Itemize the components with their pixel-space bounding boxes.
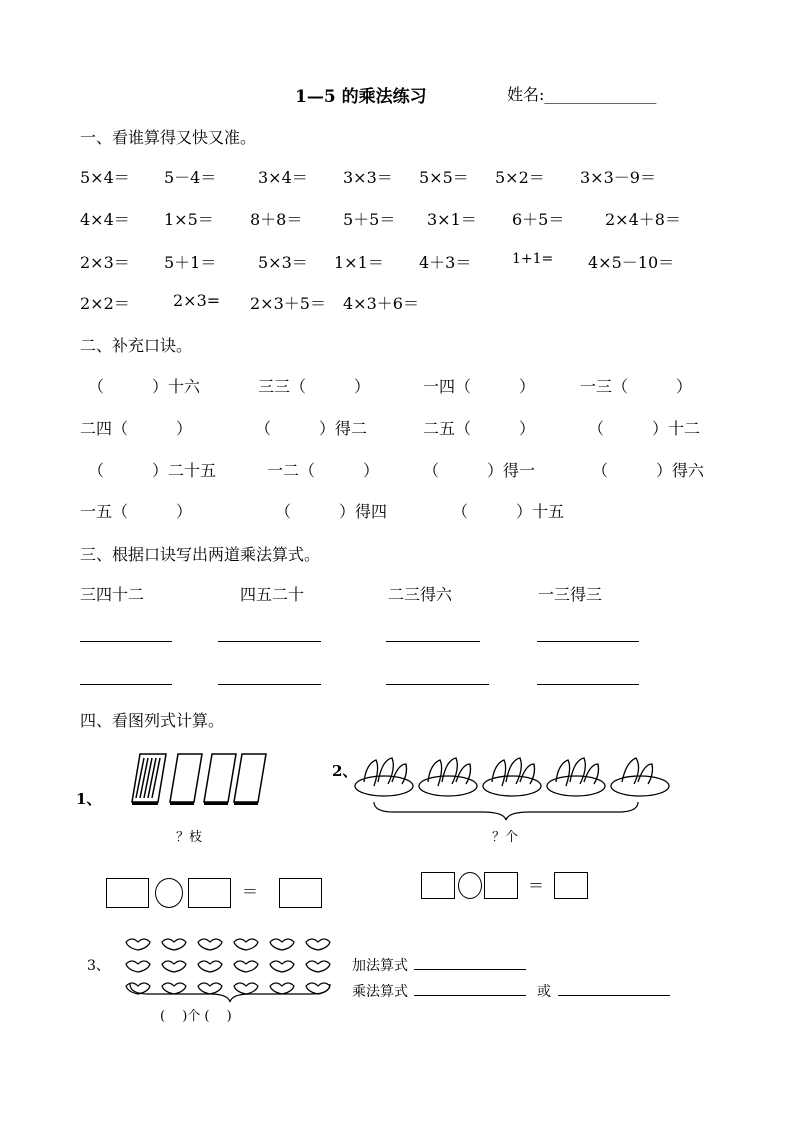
- calc-item: 2×2＝: [80, 294, 130, 313]
- calc-item: 5－4＝: [164, 168, 217, 187]
- equals-sign: ＝: [242, 882, 259, 901]
- rhyme-blank-item: （ ）得四: [275, 502, 388, 521]
- calc-item: 5×5＝: [419, 168, 469, 187]
- calc-item: 2×3=: [173, 291, 221, 310]
- calc-item: 5×2＝: [495, 168, 545, 187]
- rhyme-blank-item: 一三（ ）: [580, 377, 693, 396]
- rhyme-blank-item: （ ）得六: [592, 461, 705, 480]
- rhyme-blank-item: （ ）得一: [423, 461, 536, 480]
- calc-item: 4×3＋6＝: [343, 294, 419, 313]
- answer-box[interactable]: [279, 878, 322, 908]
- answer-box[interactable]: [484, 872, 518, 899]
- calc-item: 3×3－9＝: [580, 168, 656, 187]
- calc-item: 5×3＝: [258, 253, 308, 272]
- question-1-label: 1、: [76, 790, 102, 808]
- operator-circle[interactable]: [458, 872, 482, 899]
- calc-item: 1×5＝: [164, 210, 214, 229]
- answer-box[interactable]: [188, 878, 231, 908]
- or-label: 或: [537, 984, 551, 1000]
- operator-circle[interactable]: [155, 878, 183, 908]
- calc-item: 2×3＋5＝: [250, 294, 326, 313]
- rhyme-blank-item: 一二（ ）: [267, 461, 380, 480]
- answer-box[interactable]: [554, 872, 588, 899]
- rhyme-blank-item: （ ）得二: [255, 419, 368, 438]
- calc-item: 5＋5＝: [343, 210, 396, 229]
- answer-line[interactable]: [218, 684, 321, 685]
- question-2-caption: ？个: [492, 830, 519, 845]
- rhyme-blank-item: 一五（ ）: [80, 502, 193, 521]
- calc-item: 1+1=: [512, 251, 554, 267]
- multiplication-answer-line-alt[interactable]: [558, 995, 670, 996]
- rhyme-blank-item: 一四（ ）: [423, 377, 536, 396]
- answer-line[interactable]: [80, 641, 172, 642]
- rhyme-prompt: 三四十二: [80, 585, 145, 604]
- page-title: 1—5 的乘法练习: [295, 87, 427, 107]
- calc-item: 3×4＝: [258, 168, 308, 187]
- pencil-boxes-illustration: [130, 750, 270, 810]
- answer-box[interactable]: [106, 878, 149, 908]
- question-1-caption: ？枝: [176, 830, 203, 845]
- question-2-label: 2、: [332, 762, 358, 780]
- brace-icon: [128, 982, 330, 1006]
- answer-box[interactable]: [421, 872, 455, 899]
- peach-plates-illustration: [352, 752, 672, 802]
- question-3-label: 3、: [87, 958, 110, 974]
- calc-item: 6＋5＝: [512, 210, 565, 229]
- answer-line[interactable]: [386, 684, 489, 685]
- rhyme-blank-item: 二五（ ）: [423, 419, 536, 438]
- section4-heading: 四、看图列式计算。: [80, 711, 225, 730]
- rhyme-blank-item: 二四（ ）: [80, 419, 193, 438]
- answer-line[interactable]: [386, 641, 480, 642]
- rhyme-prompt: 一三得三: [538, 585, 603, 604]
- calc-item: 1×1＝: [334, 253, 384, 272]
- calc-item: 2×4＋8＝: [605, 210, 681, 229]
- calc-item: 2×3＝: [80, 253, 130, 272]
- rhyme-blank-item: （ ）十六: [88, 377, 201, 396]
- answer-line[interactable]: [537, 684, 639, 685]
- calc-item: 5＋1＝: [164, 253, 217, 272]
- rhyme-blank-item: （ ）十五: [452, 502, 565, 521]
- calc-item: 4＋3＝: [419, 253, 472, 272]
- brace-icon: [372, 800, 640, 822]
- addition-label: 加法算式: [352, 958, 408, 974]
- section3-heading: 三、根据口诀写出两道乘法算式。: [80, 545, 321, 564]
- multiplication-answer-line[interactable]: [414, 995, 526, 996]
- calc-item: 5×4＝: [80, 168, 130, 187]
- rhyme-prompt: 四五二十: [240, 585, 305, 604]
- calc-item: 3×1＝: [427, 210, 477, 229]
- answer-line[interactable]: [80, 684, 172, 685]
- calc-item: 8＋8＝: [250, 210, 303, 229]
- section2-heading: 二、补充口诀。: [80, 336, 193, 355]
- calc-item: 4×4＝: [80, 210, 130, 229]
- rhyme-blank-item: （ ）二十五: [88, 461, 217, 480]
- question-3-caption: ( )个 ( ): [160, 1009, 232, 1024]
- rhyme-prompt: 二三得六: [388, 585, 453, 604]
- calc-item: 3×3＝: [343, 168, 393, 187]
- rhyme-blank-item: 三三（ ）: [258, 377, 371, 396]
- answer-line[interactable]: [218, 641, 321, 642]
- name-field-label: 姓名:______________: [507, 85, 657, 104]
- equals-sign: ＝: [528, 876, 545, 895]
- section1-heading: 一、看谁算得又快又准。: [80, 128, 257, 147]
- calc-item: 4×5－10＝: [588, 253, 675, 272]
- rhyme-blank-item: （ ）十二: [588, 419, 701, 438]
- addition-answer-line[interactable]: [414, 969, 526, 970]
- multiplication-label: 乘法算式: [352, 984, 408, 1000]
- answer-line[interactable]: [537, 641, 639, 642]
